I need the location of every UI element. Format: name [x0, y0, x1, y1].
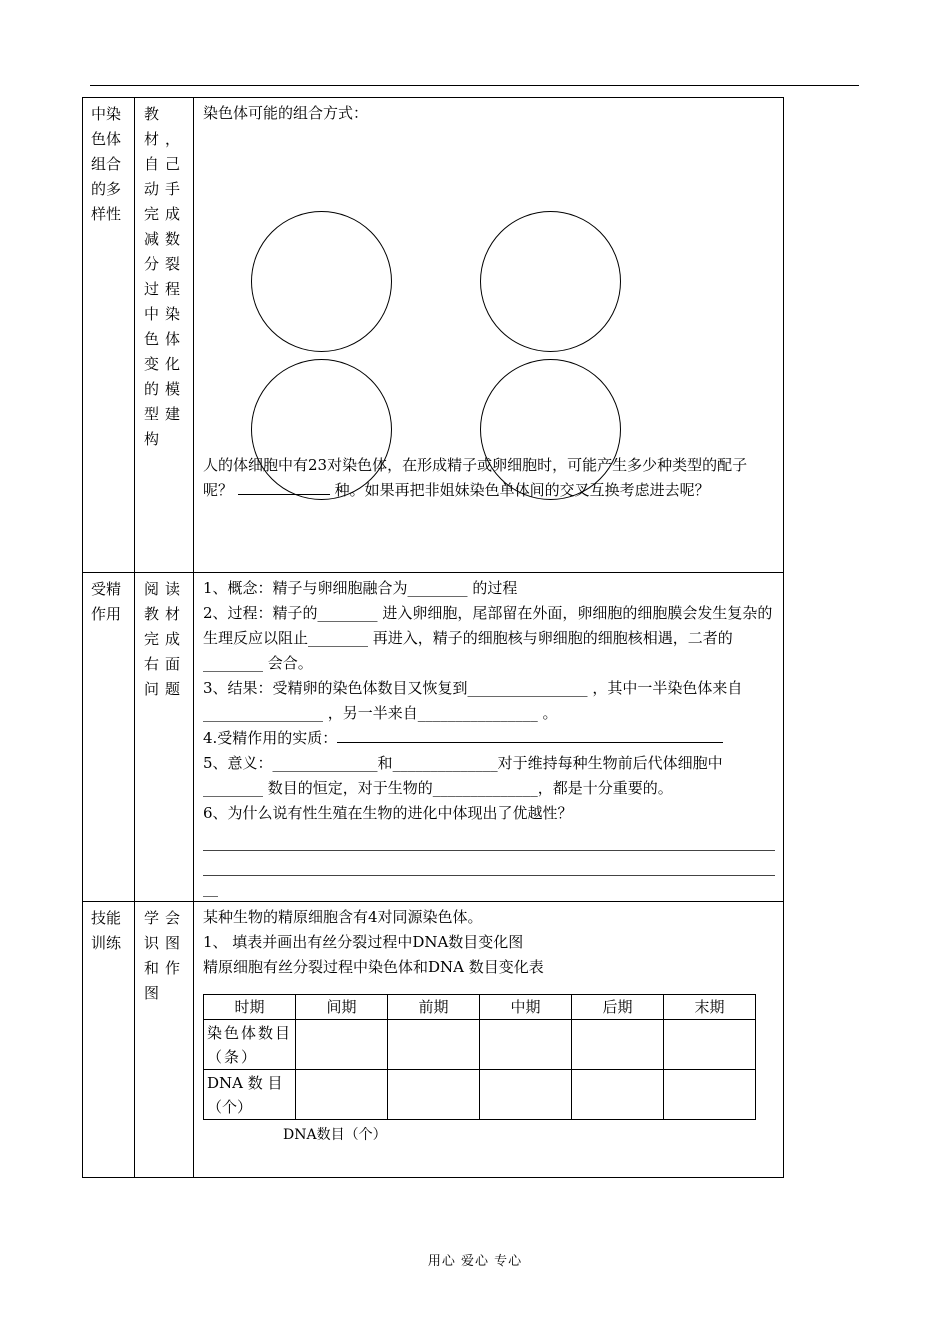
essence-line: 4.受精作用的实质：: [203, 726, 775, 751]
answer-blank[interactable]: [337, 726, 723, 743]
table-header: 末期: [664, 995, 756, 1020]
dna-chromosome-table: [203, 994, 756, 1120]
row-label: 染色体数目（条）: [204, 1020, 296, 1070]
page-footer: 用心 爱心 专心: [427, 1254, 523, 1269]
worksheet-table: [82, 97, 784, 1178]
answer-blank[interactable]: ________________: [417, 704, 538, 722]
answer-line[interactable]: [203, 826, 775, 851]
table-cell[interactable]: [480, 1070, 572, 1120]
question-text-2: 种。如果再把非姐妹染色单体间的交叉互换考虑进去呢？: [334, 481, 710, 499]
answer-line[interactable]: [203, 851, 775, 876]
topic-label: 中染色体组合的多样性: [91, 105, 122, 223]
table-title: 精原细胞有丝分裂过程中染色体和DNA 数目变化表: [203, 958, 544, 976]
topic-label: 受精作用: [91, 580, 122, 623]
table-row: [204, 1020, 756, 1070]
table-cell[interactable]: [572, 1020, 664, 1070]
table-header: 后期: [572, 995, 664, 1020]
activity-label: 阅读教材完成右面问题: [144, 580, 187, 698]
significance-line: 5、意义：______________和______________对于维持每种生物前后代体细胞中________ 数目的恒定，对于生物的______________，都是十分重要的。: [203, 754, 723, 797]
process-line: 2、过程：精子的________ 进入卵细胞，尾部留在外面，卵细胞的细胞膜会发生复杂的生理反应以阻止________ 再进入，精子的细胞核与卵细胞的细胞核相遇，二者的________ 会合。: [203, 604, 773, 672]
header-rule: [90, 85, 859, 86]
table-cell[interactable]: [388, 1070, 480, 1120]
cell-circle: [251, 359, 392, 500]
row-fertilization: [83, 573, 784, 902]
table-cell[interactable]: [388, 1020, 480, 1070]
answer-blank[interactable]: ______________: [392, 754, 498, 772]
question-text: 人的体细胞中有23对染色体，在形成精子或卵细胞时，可能产生多少种类型的配子呢？: [203, 456, 748, 499]
row-skill-training: [83, 902, 784, 1178]
question-6: 6、为什么说有性生殖在生物的进化中体现出了优越性？: [203, 804, 573, 822]
topic-label: 技能训练: [91, 909, 122, 952]
result-line: 3、结果：受精卵的染色体数目又恢复到________________ ，其中一半染色体来自________________ ，另一半来自________________ 。: [203, 679, 743, 722]
intro-text: 某种生物的精原细胞含有4对同源染色体。: [203, 908, 483, 926]
answer-blank[interactable]: ______________: [432, 779, 538, 797]
table-cell[interactable]: [664, 1020, 756, 1070]
answer-blank[interactable]: ________: [203, 779, 263, 797]
table-header: 时期: [204, 995, 296, 1020]
answer-blank[interactable]: ________________: [467, 679, 588, 697]
table-header: 中期: [480, 995, 572, 1020]
table-header: 间期: [296, 995, 388, 1020]
answer-line-tail[interactable]: __: [203, 879, 218, 897]
combo-title: 染色体可能的组合方式：: [203, 104, 369, 122]
answer-blank[interactable]: ________: [308, 629, 369, 647]
table-cell[interactable]: [480, 1020, 572, 1070]
answer-blank[interactable]: ________________: [203, 704, 323, 722]
table-cell[interactable]: [664, 1070, 756, 1120]
table-row: [204, 1070, 756, 1120]
cell-circle: [480, 359, 621, 500]
concept-line: 1、概念：精子与卵细胞融合为________ 的过程: [203, 579, 518, 597]
table-header: 前期: [388, 995, 480, 1020]
graph-axis-label: DNA数目（个）: [283, 1127, 387, 1143]
cell-circle: [251, 211, 392, 352]
table-cell[interactable]: [296, 1070, 388, 1120]
activity-label: 教材，自己动手完成减数分裂过程中染色体变化的模型建构: [144, 105, 187, 448]
table-cell[interactable]: [572, 1070, 664, 1120]
row-label: DNA 数 目（个）: [204, 1070, 296, 1120]
table-header-row: [204, 995, 756, 1020]
answer-blank[interactable]: ________: [407, 579, 468, 597]
answer-blank[interactable]: ________: [317, 604, 378, 622]
table-cell[interactable]: [296, 1020, 388, 1070]
row-chromosome-combination: [83, 98, 784, 573]
cell-circles: [203, 126, 775, 420]
activity-label: 学会识图和作图: [144, 909, 187, 1002]
answer-blank[interactable]: ______________: [272, 754, 378, 772]
cell-circle: [480, 211, 621, 352]
task-1: 1、 填表并画出有丝分裂过程中DNA数目变化图: [203, 933, 524, 951]
answer-blank[interactable]: ________: [203, 654, 263, 672]
